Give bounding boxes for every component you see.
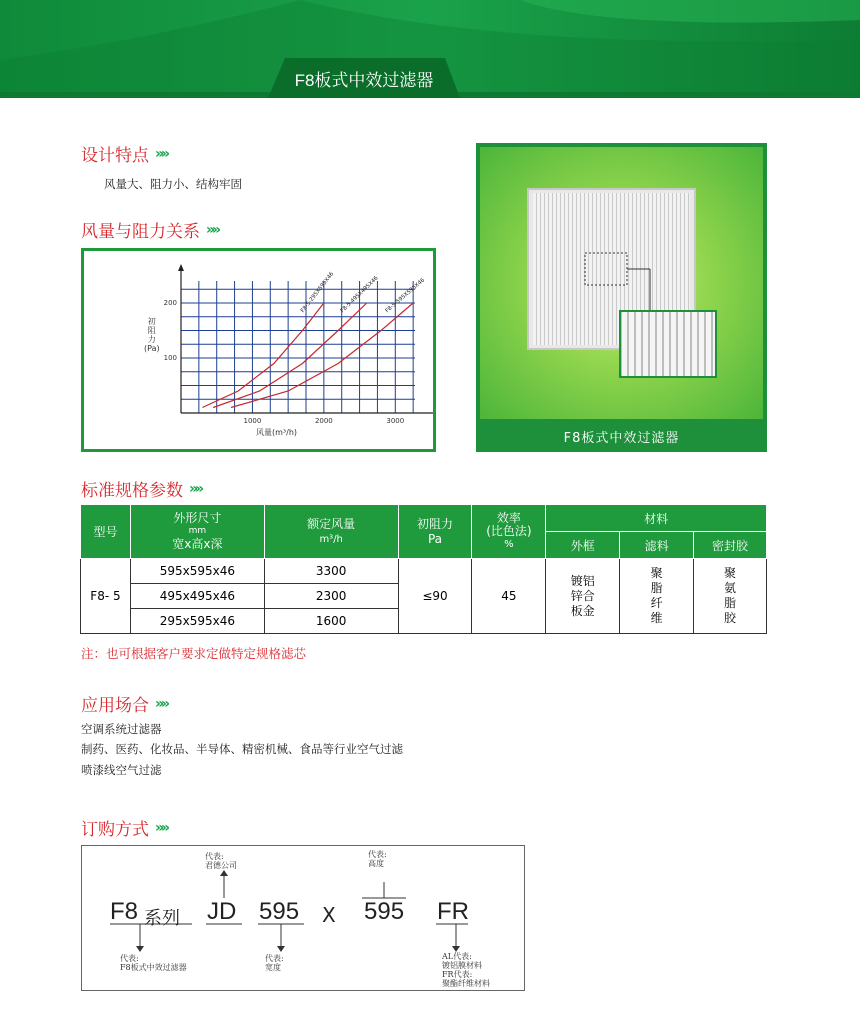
airflow-section-title [81, 217, 218, 242]
product-photo-box [476, 143, 767, 452]
cell-seal: 聚 氨 脂 胶 [694, 559, 767, 634]
arrows-icon: »» [206, 221, 219, 238]
cell-size: 495x495x46 [130, 584, 264, 609]
th-efficiency [472, 505, 546, 559]
th-efficiency-label: 效率 [496, 511, 521, 525]
th-seal: 密封胶 [694, 532, 767, 559]
design-text: 风量大、阻力小、结构牢固 [104, 177, 242, 191]
cell-efficiency: 45 [472, 559, 546, 634]
th-size-sub: 宽x高x深 [172, 537, 223, 551]
th-model: 型号 [81, 505, 131, 559]
th-material: 材料 [546, 505, 767, 532]
table-row [81, 559, 767, 584]
spec-table [80, 504, 767, 634]
filter-illustration [480, 147, 763, 419]
th-resistance [398, 505, 472, 559]
code-x: X [322, 903, 336, 927]
th-efficiency-unit: % [504, 539, 514, 550]
series-label: F8-5-495X495X46 [339, 275, 380, 315]
order-title-text: 订购方式 [81, 820, 149, 840]
spec-title-text: 标准规格参数 [81, 481, 183, 501]
code-height: 595 [364, 898, 405, 925]
th-flow-unit: m³/h [319, 533, 343, 545]
th-flow-label: 额定风量 [307, 516, 356, 531]
application-title-text: 应用场合 [81, 696, 149, 716]
arrows-icon: »» [155, 695, 168, 712]
th-frame: 外框 [546, 532, 620, 559]
chart-ylabel: 初 阻 力 (Pa) [144, 317, 160, 353]
annotation-fr: AL代表: 镀铝膜材料 FR代表: 聚酯纤维材料 [442, 952, 490, 988]
cell-filter: 聚 脂 纤 维 [620, 559, 694, 634]
series-label: F8-5-295X595X46 [299, 271, 336, 314]
application-line: 空调系统过滤器 [81, 722, 162, 736]
photo-caption: F8板式中效过滤器 [563, 431, 680, 446]
arrows-icon: »» [189, 480, 202, 497]
design-title-text: 设计特点 [81, 146, 149, 166]
airflow-chart [81, 248, 436, 452]
chart-xlabel: 风量(m³/h) [256, 428, 298, 437]
code-jd: JD [207, 898, 237, 925]
application-line: 制药、医药、化妆品、半导体、精密机械、食品等行业空气过滤 [81, 742, 403, 756]
cell-size: 295x595x46 [130, 609, 264, 634]
chart-svg [84, 251, 433, 449]
cell-frame: 镀铝 锌合 板金 [546, 559, 620, 634]
x-tick-label: 3000 [386, 417, 405, 425]
th-size [130, 505, 264, 559]
application-section-title [81, 691, 167, 716]
spec-section-title [81, 476, 201, 501]
order-code-diagram [81, 845, 525, 991]
annotation-jd: 代表: 君德公司 [205, 852, 237, 870]
airflow-title-text: 风量与阻力关系 [81, 222, 200, 242]
code-f8: F8 [110, 898, 139, 925]
annotation-f8: 代表: F8板式中效过滤器 [120, 954, 187, 972]
arrows-icon: »» [155, 145, 168, 162]
th-flow [264, 505, 398, 559]
cell-resistance: ≤90 [398, 559, 472, 634]
design-section-title [81, 141, 167, 166]
th-size-label: 外形尺寸 [173, 511, 222, 525]
code-series: 系列 [144, 908, 180, 929]
th-filter: 滤料 [620, 532, 694, 559]
note-text: 注：也可根据客户要求定做特定规格滤芯 [81, 646, 307, 661]
cell-flow: 2300 [264, 584, 398, 609]
series-label: F8-5-595X595X46 [384, 277, 427, 315]
th-resistance-unit: Pa [427, 531, 443, 546]
cell-flow: 1600 [264, 609, 398, 634]
page-title: F8板式中效过滤器 [294, 70, 434, 90]
x-tick-label: 1000 [243, 417, 262, 425]
arrows-icon: »» [155, 819, 168, 836]
product-photo [480, 147, 763, 419]
order-section-title [81, 815, 167, 840]
th-resistance-label: 初阻力 [417, 516, 454, 531]
x-tick-label: 2000 [314, 417, 333, 425]
y-tick-label: 200 [163, 299, 177, 307]
cell-size: 595x595x46 [130, 559, 264, 584]
application-line: 喷漆线空气过滤 [81, 763, 162, 777]
cell-flow: 3300 [264, 559, 398, 584]
code-width: 595 [259, 898, 300, 925]
y-axis-arrow [178, 264, 184, 271]
cell-model: F8- 5 [81, 559, 131, 634]
th-efficiency-method: (比色法) [486, 524, 532, 538]
annotation-height: 代表: 高度 [368, 850, 387, 868]
th-size-unit: mm [188, 526, 207, 536]
code-fr: FR [437, 898, 469, 925]
y-tick-label: 100 [163, 354, 177, 362]
annotation-width: 代表: 宽度 [265, 954, 284, 972]
